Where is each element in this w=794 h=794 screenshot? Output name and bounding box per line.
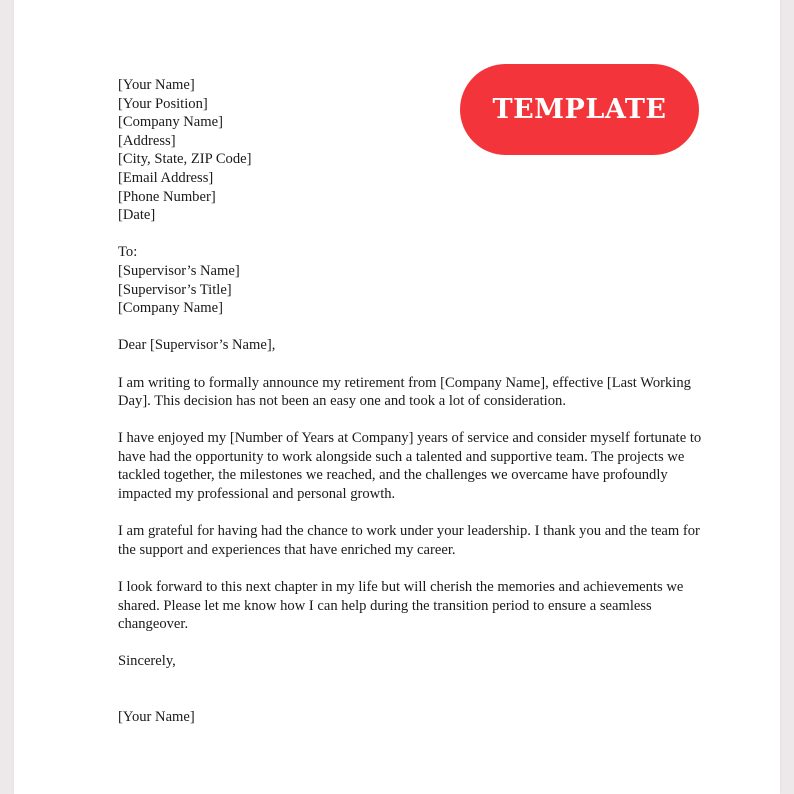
recipient-name: [Supervisor’s Name] [118,262,240,279]
recipient-block [118,243,708,317]
sender-date: [Date] [118,207,156,224]
paragraph-line: impacted my professional and personal growth. [118,486,396,503]
paragraph-line: have had the opportunity to work alongside such a talented and supportive team. The projects we [118,448,685,465]
signature-spacer [118,671,708,708]
sender-company: [Company Name] [118,114,223,131]
sender-name: [Your Name] [118,77,195,93]
salutation: Dear [Supervisor’s Name], [118,337,276,354]
sender-phone: [Phone Number] [118,188,216,205]
spacer [118,355,708,374]
template-badge-label: TEMPLATE [492,94,667,125]
paragraph-line: the support and experiences that have enriched my career. [118,541,456,558]
paragraph-line: I am writing to formally announce my retirement from [Company Name], effective [Last Working [118,374,691,391]
paragraph-line: I have enjoyed my [Number of Years at Company] years of service and consider myself fortunate to [118,430,702,447]
sender-block [118,76,708,225]
sender-email: [Email Address] [118,169,214,186]
paragraph-2 [118,429,708,503]
spacer [118,504,708,523]
paragraph-line: shared. Please let me know how I can help during the transition period to ensure a seamless [118,597,652,614]
paragraph-line: changeover. [118,616,189,633]
spacer [118,225,708,244]
paragraph-line: I am grateful for having had the chance to work under your leadership. I thank you and the team for [118,523,700,540]
sender-address: [Address] [118,132,176,149]
paragraph-line: tackled together, the milestones we reached, and the challenges we overcame have profoundly [118,467,668,484]
recipient-title: [Supervisor’s Title] [118,281,232,298]
spacer [118,318,708,337]
spacer [118,411,708,430]
spacer [118,559,708,578]
paragraph-line: I look forward to this next chapter in my life but will cherish the memories and achievements we [118,579,684,596]
closing: Sincerely, [118,653,176,670]
recipient-company: [Company Name] [118,300,223,317]
spacer [118,634,708,653]
recipient-to-label: To: [118,244,138,261]
paragraph-3 [118,522,708,559]
paragraph-line: Day]. This decision has not been an easy one and took a lot of consideration. [118,393,566,410]
letter-body [118,76,708,727]
sender-position: [Your Position] [118,95,208,112]
paragraph-4 [118,578,708,634]
letter-page [14,0,780,794]
signature-name: [Your Name] [118,709,195,726]
paragraph-1 [118,374,708,411]
sender-city-state-zip: [City, State, ZIP Code] [118,151,252,168]
